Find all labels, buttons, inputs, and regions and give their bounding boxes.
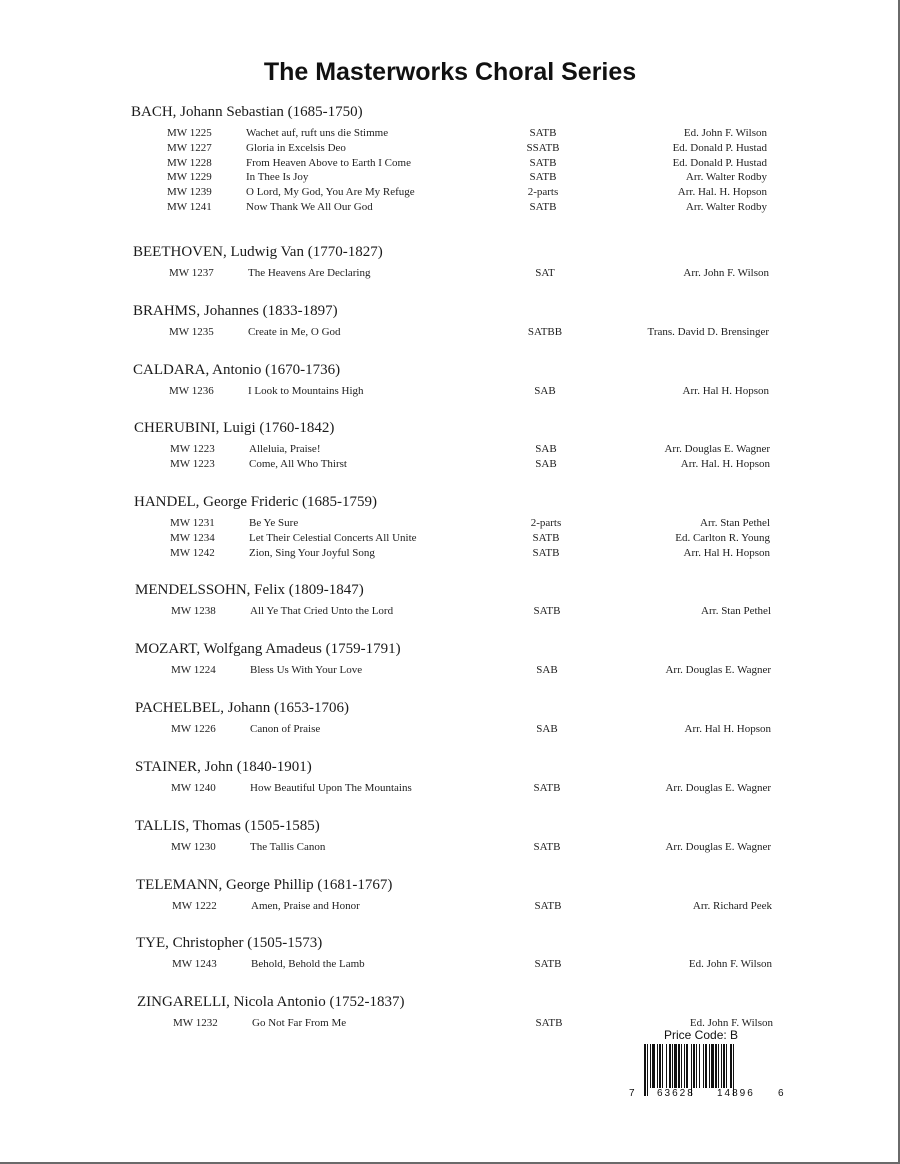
work-row bbox=[131, 201, 767, 216]
barcode-bar bbox=[647, 1044, 648, 1096]
work-credit: Arr. Hal H. Hopson bbox=[683, 546, 770, 559]
price-code: Price Code: B bbox=[664, 1028, 739, 1042]
barcode-bar bbox=[696, 1044, 697, 1088]
work-number: MW 1231 bbox=[170, 517, 215, 529]
work-voicing: SATB bbox=[529, 201, 557, 213]
work-voicing: SATB bbox=[533, 782, 561, 794]
work-number: MW 1243 bbox=[172, 958, 217, 970]
work-title: Amen, Praise and Honor bbox=[251, 900, 360, 912]
barcode-bar bbox=[711, 1044, 714, 1088]
barcode-bar bbox=[721, 1044, 722, 1088]
work-credit: Ed. John F. Wilson bbox=[683, 127, 767, 139]
barcode-bar bbox=[684, 1044, 685, 1088]
work-row bbox=[134, 547, 770, 562]
page-title: The Masterworks Choral Series bbox=[263, 58, 637, 86]
work-row bbox=[133, 326, 769, 341]
composer-heading: TALLIS, Thomas (1505-1585) bbox=[135, 818, 320, 834]
barcode-bar bbox=[674, 1044, 677, 1088]
work-title: Bless Us With Your Love bbox=[250, 664, 363, 676]
work-row bbox=[133, 267, 769, 282]
work-title: The Heavens Are Declaring bbox=[248, 267, 371, 279]
work-number: MW 1224 bbox=[171, 664, 216, 676]
work-number: MW 1237 bbox=[169, 267, 214, 279]
work-credit: Arr. Douglas E. Wagner bbox=[665, 664, 771, 676]
work-row bbox=[136, 900, 772, 915]
work-credit: Arr. Stan Pethel bbox=[701, 605, 771, 617]
barcode-bar bbox=[678, 1044, 680, 1088]
work-voicing: SATB bbox=[532, 546, 560, 559]
work-row bbox=[134, 532, 770, 547]
work-title: Create in Me, O God bbox=[248, 326, 341, 338]
barcode-bar bbox=[718, 1044, 719, 1088]
work-voicing: SATB bbox=[532, 531, 560, 544]
work-credit: Arr. Douglas E. Wagner bbox=[664, 443, 770, 455]
work-row bbox=[135, 723, 771, 738]
work-voicing: SATB bbox=[535, 1017, 563, 1029]
composer-heading: BEETHOVEN, Ludwig Van (1770-1827) bbox=[133, 244, 383, 260]
barcode-bar bbox=[703, 1044, 704, 1088]
barcode-bar bbox=[669, 1044, 671, 1088]
work-credit: Trans. David D. Brensinger bbox=[647, 326, 769, 338]
composer-heading: BRAHMS, Johannes (1833-1897) bbox=[133, 303, 338, 319]
barcode-bar bbox=[652, 1044, 655, 1088]
work-row bbox=[133, 385, 769, 400]
work-voicing: SAT bbox=[535, 267, 555, 279]
work-title: In Thee Is Joy bbox=[246, 171, 309, 184]
work-row bbox=[135, 664, 771, 679]
composer-heading: ZINGARELLI, Nicola Antonio (1752-1837) bbox=[137, 994, 405, 1010]
work-title: Behold, Behold the Lamb bbox=[251, 958, 365, 970]
work-row bbox=[131, 142, 767, 157]
work-number: MW 1236 bbox=[169, 385, 214, 397]
work-row bbox=[134, 458, 770, 473]
work-number: MW 1234 bbox=[170, 531, 215, 544]
work-credit: Ed. John F. Wilson bbox=[689, 1017, 773, 1029]
barcode-bar bbox=[662, 1044, 663, 1088]
composer-heading: MENDELSSOHN, Felix (1809-1847) bbox=[135, 582, 364, 598]
barcode-bar bbox=[730, 1044, 732, 1088]
work-number: MW 1223 bbox=[170, 457, 215, 470]
work-voicing: 2-parts bbox=[530, 517, 562, 529]
work-title: All Ye That Cried Unto the Lord bbox=[250, 605, 394, 617]
barcode-bar bbox=[686, 1044, 688, 1088]
work-number: MW 1230 bbox=[171, 841, 216, 853]
work-title: The Tallis Canon bbox=[250, 841, 326, 853]
work-number: MW 1222 bbox=[172, 900, 217, 912]
barcode-bar bbox=[726, 1044, 727, 1088]
composer-heading: BACH, Johann Sebastian (1685-1750) bbox=[131, 104, 363, 120]
work-credit: Arr. Hal H. Hopson bbox=[682, 385, 769, 397]
work-voicing: SATB bbox=[533, 605, 561, 617]
work-title: Alleluia, Praise! bbox=[249, 443, 321, 455]
work-number: MW 1232 bbox=[173, 1017, 218, 1029]
work-row bbox=[134, 517, 770, 532]
work-number: MW 1239 bbox=[167, 186, 212, 199]
work-credit: Arr. John F. Wilson bbox=[683, 267, 769, 279]
work-voicing: SAB bbox=[536, 723, 558, 735]
barcode-bar bbox=[672, 1044, 673, 1088]
work-number: MW 1229 bbox=[167, 171, 212, 184]
work-number: MW 1235 bbox=[169, 326, 214, 338]
work-voicing: SAB bbox=[535, 443, 557, 455]
work-number: MW 1238 bbox=[171, 605, 216, 617]
work-title: Go Not Far From Me bbox=[252, 1017, 347, 1029]
work-row bbox=[131, 127, 767, 142]
barcode-bar bbox=[699, 1044, 700, 1088]
work-credit: Arr. Stan Pethel bbox=[700, 517, 770, 529]
work-row bbox=[131, 157, 767, 172]
work-number: MW 1241 bbox=[167, 201, 212, 213]
work-credit: Ed. Donald P. Hustad bbox=[672, 156, 767, 169]
work-credit: Arr. Richard Peek bbox=[692, 900, 772, 912]
barcode-bar bbox=[650, 1044, 651, 1088]
work-credit: Arr. Hal. H. Hopson bbox=[680, 457, 770, 470]
work-voicing: SATB bbox=[533, 841, 561, 853]
work-number: MW 1227 bbox=[167, 141, 212, 154]
work-voicing: SATB bbox=[529, 127, 557, 139]
work-voicing: SAB bbox=[535, 457, 557, 470]
work-title: Zion, Sing Your Joyful Song bbox=[249, 546, 375, 559]
work-row bbox=[131, 171, 767, 186]
work-credit: Arr. Douglas E. Wagner bbox=[665, 782, 771, 794]
work-row bbox=[135, 782, 771, 797]
work-voicing: SATB bbox=[529, 171, 557, 184]
barcode-bar bbox=[657, 1044, 658, 1088]
barcode-bar bbox=[715, 1044, 717, 1088]
work-number: MW 1240 bbox=[171, 782, 216, 794]
work-title: From Heaven Above to Earth I Come bbox=[246, 156, 411, 169]
composer-heading: CALDARA, Antonio (1670-1736) bbox=[133, 362, 341, 378]
composer-heading: PACHELBEL, Johann (1653-1706) bbox=[135, 700, 350, 716]
work-number: MW 1226 bbox=[171, 723, 216, 735]
work-voicing: SAB bbox=[534, 385, 556, 397]
work-title: Gloria in Excelsis Deo bbox=[246, 141, 346, 154]
work-title: I Look to Mountains High bbox=[248, 385, 364, 397]
work-title: Be Ye Sure bbox=[249, 517, 299, 529]
work-row bbox=[134, 443, 770, 458]
work-credit: Arr. Hal H. Hopson bbox=[684, 723, 771, 735]
work-title: How Beautiful Upon The Mountains bbox=[250, 782, 412, 794]
work-title: O Lord, My God, You Are My Refuge bbox=[246, 186, 415, 199]
composer-heading: HANDEL, George Frideric (1685-1759) bbox=[134, 494, 377, 510]
work-row bbox=[136, 958, 772, 973]
barcode-left-group: 63628 bbox=[657, 1088, 695, 1099]
work-voicing: SSATB bbox=[526, 141, 560, 154]
work-number: MW 1225 bbox=[167, 127, 212, 139]
work-title: Canon of Praise bbox=[250, 723, 321, 735]
composer-heading: TYE, Christopher (1505-1573) bbox=[136, 935, 323, 951]
work-voicing: SATB bbox=[529, 156, 557, 169]
barcode-leading-digit: 7 bbox=[629, 1088, 635, 1099]
work-title: Come, All Who Thirst bbox=[249, 457, 347, 470]
work-row bbox=[135, 841, 771, 856]
work-credit: Arr. Hal. H. Hopson bbox=[677, 186, 767, 199]
work-credit: Arr. Walter Rodby bbox=[685, 171, 767, 184]
work-row bbox=[131, 186, 767, 201]
work-credit: Arr. Walter Rodby bbox=[685, 201, 767, 213]
work-credit: Ed. Carlton R. Young bbox=[675, 531, 770, 544]
work-title: Wachet auf, ruft uns die Stimme bbox=[246, 127, 389, 139]
work-title: Let Their Celestial Concerts All Unite bbox=[249, 531, 417, 544]
work-number: MW 1242 bbox=[170, 546, 215, 559]
barcode-right-group: 14896 bbox=[717, 1088, 755, 1099]
work-voicing: SATB bbox=[534, 900, 562, 912]
barcode-bar bbox=[723, 1044, 725, 1088]
barcode-bar bbox=[644, 1044, 646, 1096]
barcode-bar bbox=[709, 1044, 710, 1088]
work-voicing: 2-parts bbox=[527, 186, 559, 199]
work-voicing: SATBB bbox=[527, 326, 563, 338]
composer-heading: CHERUBINI, Luigi (1760-1842) bbox=[134, 420, 335, 436]
work-number: MW 1228 bbox=[167, 156, 212, 169]
composer-heading: STAINER, John (1840-1901) bbox=[135, 759, 312, 775]
barcode-bar bbox=[659, 1044, 661, 1088]
barcode-bar bbox=[666, 1044, 667, 1088]
work-row bbox=[135, 605, 771, 620]
barcode-bar bbox=[681, 1044, 682, 1088]
barcode-trailing-digit: 6 bbox=[778, 1088, 784, 1099]
work-credit: Arr. Douglas E. Wagner bbox=[665, 841, 771, 853]
barcode-bar bbox=[693, 1044, 695, 1088]
composer-heading: MOZART, Wolfgang Amadeus (1759-1791) bbox=[135, 641, 401, 657]
work-voicing: SAB bbox=[536, 664, 558, 676]
work-voicing: SATB bbox=[534, 958, 562, 970]
composer-heading: TELEMANN, George Phillip (1681-1767) bbox=[136, 877, 393, 893]
work-credit: Ed. Donald P. Hustad bbox=[672, 141, 767, 154]
work-credit: Ed. John F. Wilson bbox=[688, 958, 772, 970]
work-number: MW 1223 bbox=[170, 443, 215, 455]
barcode-bar bbox=[705, 1044, 707, 1088]
work-title: Now Thank We All Our God bbox=[246, 201, 373, 213]
